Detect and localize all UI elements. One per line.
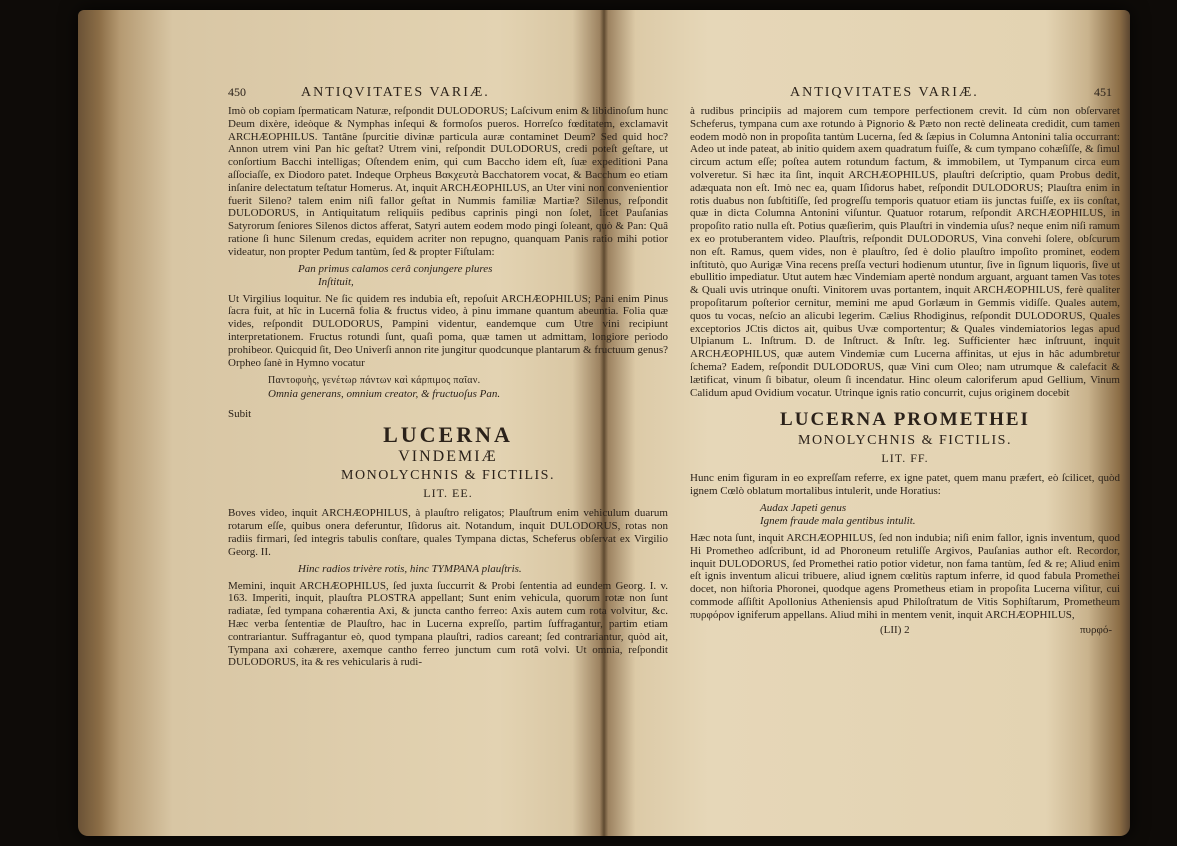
heading-monolychnis: MONOLYCHNIS & FICTILIS. <box>341 468 555 484</box>
right-paragraph-1: à rudibus principiis ad majorem cum tempore perfectionem crevit. Id cùm non obſervaret Scheferus, tympana cum axe rotundo à Pignorio & Pæto non rectè delineata credidit, cum tamen eodem modò non in propoſita tantùm Lucerna, ſed & ſæpius in Columna Antonini talia occurrant: Adeo ut inde pateat, ab initio quidem axem quadratum fuiſſe, & cum tympano cohæſiſſe, & ſimul circum actum eſſe; poſtea autem rotundum factum, & immobilem, ut Tympanum circa eum volveretur. Si hæc ita ſint, inquit ARCHÆOPHILUS, plauſtri deſcriptio, quam Probus dedit, adæquata non eſt. Imò nec ea, quam Iſidorus habet, reſpondit DULODORUS; Plauſtra enim in rotis duabus non ſubſtitiſſe, ſed progreſſu temporis quatuor etiam iis junctas fuiſſe, ex iis conſtat, quæ in dicta Columna Antonini viſuntur. Quatuor rotarum, reſpondit ARCHÆOPHILUS, in propoſito ratio nulla eſt. Potius quæſierim, quis Plauſtri in vindemia uſus? neque enim niſi ramum ex eo protuberantem video. Plauſtris, reſpondit DULODORUS, Vina convehi ſolere, obſcurum non eſt. Ramus, quem vides, non è plauſtro, ſed è dolio plauſtro impoſito prominet, eodem inſtitutò, quo Aurigæ Vina recens preſſa vecturi hodienum utuntur, ſive in ſignum liquoris, ſive ut ebullitio impediatur. Utut autem hæc Vindemiam apertè nondum arguant, arguant tamen Vas totes & Quali uvis utrinque onuſti. Vinitorem uvas portantem, inquit ARCHÆOPHILUS, ferè qualiter propoſitarum poſterior cernitur, memini me apud Gorlæum in Gemmis vidiſſe. Quales autem, quos tu vocas, neſcio an alicubi legerim. Cælius Rhodiginus, reſpondit DULODORUS, Quales exceptorios JCtis dictos ait, quibus Uvæ comportentur; & Quales vindemiatorios legas apud Ulpianum L. Inſtrum. D. de Inſtruct. & Inſtr. leg. Sufficienter hæc inſtruunt, inquit ARCHÆOPHILUS, quæ autem Vindemiæ cum Lucerna affinitas, ut ejus in hâc adumbretur ſchema? Eadem, reſpondit DULODORUS, quæ Vini cum Oleo; nam utrumque & calefacit & lætificat, vinum ſi bibatur, oleum ſi incendatur. Hinc oleum caloriferum apud Gellium, Vinum Calidum apud Ovidium vocatur. Utrinque ignis ratio concurrit, cujus originem docebit <box>690 105 1120 399</box>
left-paragraph-2: Ut Virgilius loquitur. Ne ſic quidem res indubia eſt, repoſuit ARCHÆOPHILUS; Pani enim Pinus ſacra fuit, at hîc in Lucernâ folia & fructus video, à pinu immane quantum abeuntia. Folia quæ vides, reſpondit DULODORUS, Pampini videntur, eandemque cum Utre vini recipiunt interpretationem. Fructus rotundi ſunt, quaſi poma, quæ tamen ut admittam, longiore periodo prohibeor. Quicquid ſit, Deo Univerſi annon rite jungitur quodcunque plantarum & fructuum genus? Orpheo ſanè in Hymno vocatur <box>228 292 668 369</box>
right-page <box>690 85 1120 845</box>
right-verse-1: Audax Japeti genus <box>760 501 847 514</box>
heading-monolychnis-right: MONOLYCHNIS & FICTILIS. <box>798 433 1012 449</box>
left-paragraph-3: Boves video, inquit ARCHÆOPHILUS, à plauſtro religatos; Plauſtrum enim vehiculum duarum rotarum eſſe, quibus onera deferuntur, Iſidorus ait. Notandum, inquit DULODORUS, rotas non radiis firmari, ſed integris tabulis conſtare, quales Tympana dictas, Scheferus obſervat ex Virgilio Georg. II. <box>228 507 668 558</box>
right-verse-2: Ignem fraude mala gentibus intulit. <box>760 514 916 527</box>
left-page <box>228 85 668 833</box>
left-verse-2: Inſtituit, <box>318 275 354 288</box>
right-page-number: 451 <box>1094 85 1112 99</box>
right-page-footer <box>690 624 1120 636</box>
left-page-number: 450 <box>228 85 246 99</box>
right-paragraph-3: Hæc nota ſunt, inquit ARCHÆOPHILUS, ſed non indubia; niſi enim fallor, ignis inventum, quod Hi Prometheo adſcribunt, id ad Phoroneum retuliſſe Argivos, Pauſanias author eſt. Recordor, inquit DULODORUS, ſed Promethei ratio potior videtur, non fama tantùm, ſed & re; Aliud enim eſt ignis inventum alicui tribuere, aliud ignem cœlitùs raptum inferre, id quod fabula Promethei docet, non hiſtoria Phoronei, quodque agens Prometheus etiam in propoſita Lucerna viſitur, cui commode aſſiſtit Apollonius Atheniensis apud Philoſtratum de Vitis Sophiſtarum, Prometheum πυρφόρον igniferum appellans. Aliud mihi in mentem venit, inquit ARCHÆOPHILUS, <box>690 531 1120 621</box>
subit-word: Subit <box>228 408 252 421</box>
heading-lucerna-promethei: LUCERNA PROMETHEI <box>780 409 1030 431</box>
left-verse-3: Hinc radios trivère rotis, hinc TYMPANA plauſtris. <box>298 562 522 575</box>
heading-lit-ff: LIT. FF. <box>881 451 929 466</box>
signature-mark: (LII) 2 <box>880 623 910 636</box>
left-running-title: ANTIQVITATES VARIÆ. <box>301 85 490 100</box>
left-paragraph-1: Imò ob copiam ſpermaticam Naturæ, reſpondit DULODORUS; Laſcivum enim & libidinoſum hunc Deum dixère, ideòque & Nymphas inſequi & formoſos pueros. Horreſco fœditatem, exclamavit ARCHÆOPHILUS. Tantâne ſpurcitie divinæ particula auræ contaminet Deum? Sed quid hoc? Annon utrem vini Pan hic geſtat? Utrem vini, reſpondit DULODORUS, credi poteſt geſtare, ut conſortium Bacchi intelligas; Oſtendem enim, qui cum Baccho idem eſt, ſuæ expeditioni Pana aſſociaſſe, ex Diodoro patet. Indeque Orpheus Βακχευτὰ Bacchatorem vocat, & Bacchum eo etiam inſanire delectatum teſtatur Homerus. At, inquit ARCHÆOPHILUS, an Uter vini non convenientior fuerit Sileno? talem enim niſi fallor geſtat in Nummis familiæ Martiæ? Silenus, reſpondit DULODORUS, in Antiquitatum reliquiis pedibus caprinis pingi non ſolet, licet Pauſanias Satyrorum ſeniores Silenos dictos afferat, Satyri autem eodem modo pingi ſoleant, quò & Pan: Quâ ratione ſi hunc Silenum credas, equidem acriter non repugno, quanquam Panis ratio mihi potior videatur, non propter Pedum tantùm, ſed & propter Fiſtulam: <box>228 105 668 258</box>
open-book <box>78 10 1130 836</box>
left-verse-1: Pan primus calamos cerâ conjungere plures <box>298 262 493 275</box>
left-running-head <box>228 85 668 101</box>
right-paragraph-2: Hunc enim figuram in eo expreſſam referre, ex igne patet, quem manu præfert, eò ſcilicet, quòd ignem Cœlò oblatum mortalibus intulerit, unde Horatius: <box>690 472 1120 498</box>
left-paragraph-4: Memini, inquit ARCHÆOPHILUS, ſed juxta ſuccurrit & Probi ſententia ad eundem Georg. I. v. 163. Imperiti, inquit, plauſtra PLOSTRA appellant; Sunt enim vehicula, quorum rotæ non ſunt radiatæ, ſed tympana cohærentia Axi, & juncta cantho ferreo: Axis autem cum rota volvitur, &c. Hæc verba ſententiæ de Plauſtro, hac in Lucerna expreſſo, partim ſuffragantur, partim etiam contrariantur. Suffragantur eò, quod tympana plauſtri, radios careant; ſed contrariantur, quòd ait, Tympana axi cohærere, axemque cantho ferreo junctum cum rotâ volvi. Ut omnia, reſpondit DULODORUS, ita & res vehicularis à rudi- <box>228 579 668 669</box>
latin-translation: Omnia generans, omnium creator, & fructuoſus Pan. <box>268 388 501 401</box>
heading-vindemiae: VINDEMIÆ <box>398 448 498 466</box>
heading-lucerna: LUCERNA <box>383 422 513 448</box>
right-running-head <box>690 85 1120 101</box>
heading-lit-ee: LIT. EE. <box>423 486 473 501</box>
greek-quotation: Παντοφυὴς, γενέτωρ πάντων καὶ κάρπιμος παῖαν. <box>268 375 481 387</box>
right-running-title: ANTIQVITATES VARIÆ. <box>790 85 979 100</box>
catchword: πυρφό- <box>1079 623 1112 636</box>
